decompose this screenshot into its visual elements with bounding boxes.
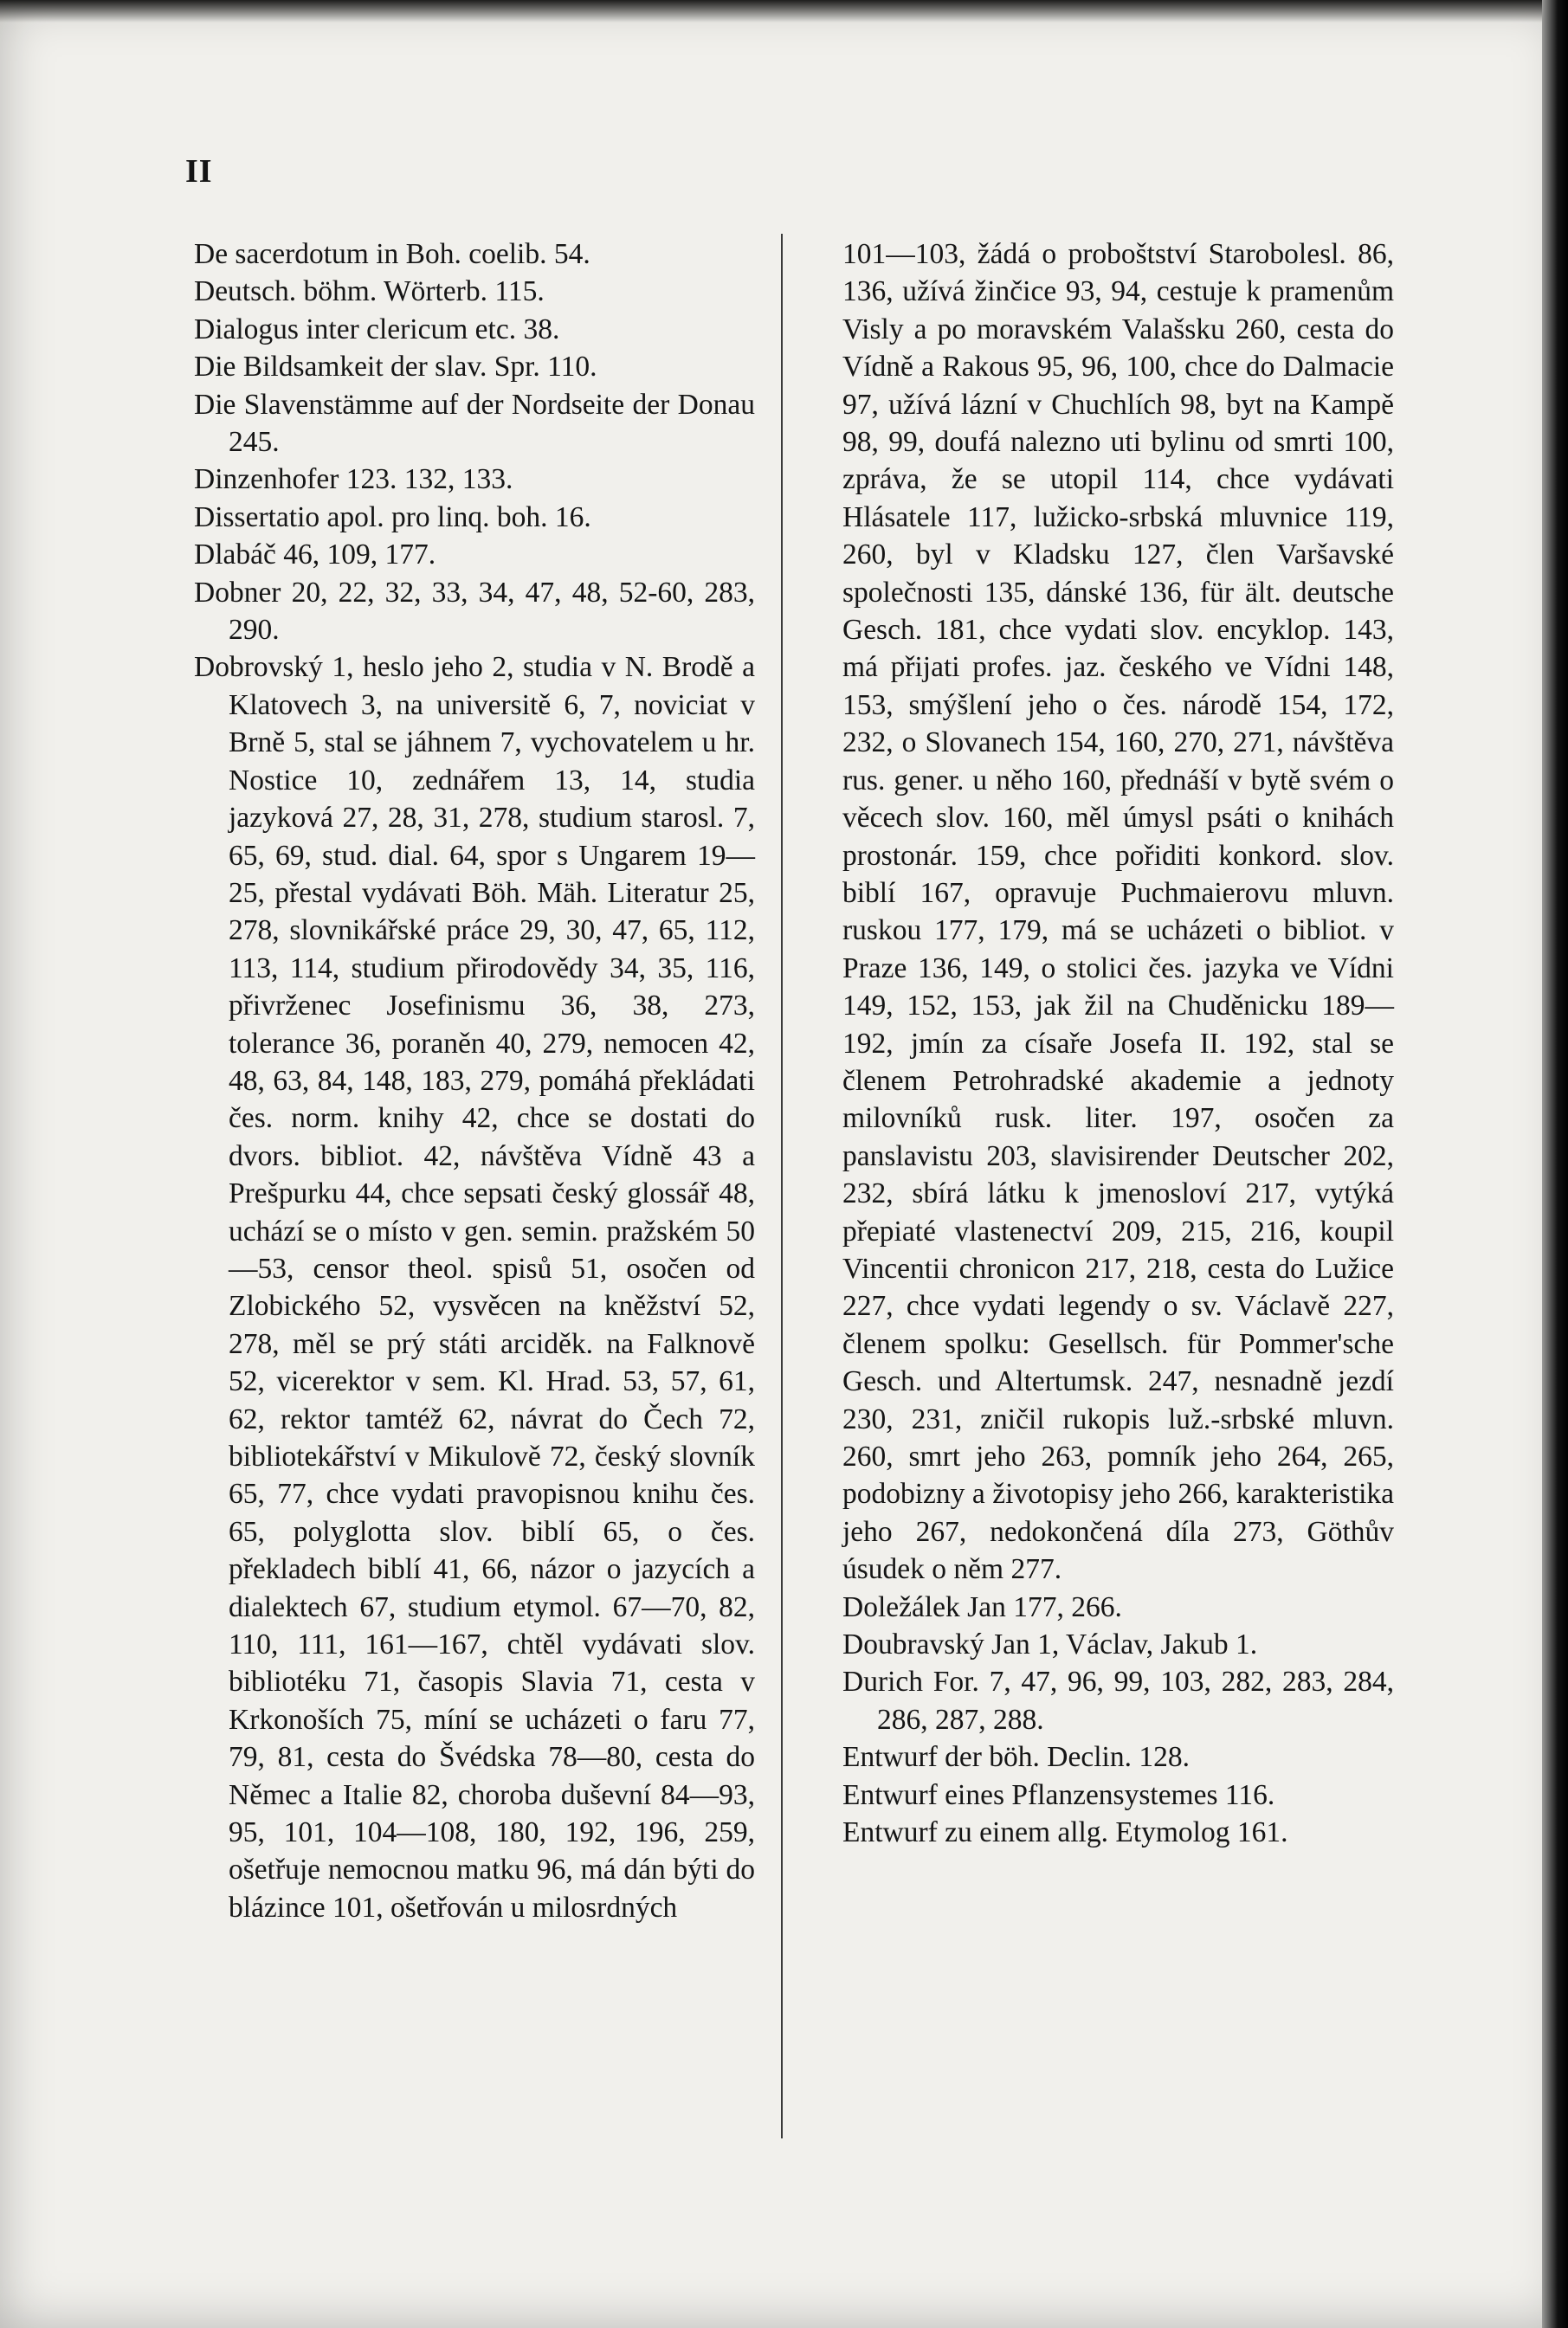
index-entry: Die Slavenstämme auf der Nordseite der Donau 245. [194, 388, 755, 459]
index-entry-continuation: 101—103, žádá o proboštství Starobolesl. 86, 136, užívá žinčice 93, 94, cestuje k pramenům Visly a po moravském Valašsku 260, cesta do Vídně a Rakous 95, 96, 100, chce do Dalmacie 97, užívá lázní v Chuchlích 98, byt na Kampě 98, 99, doufá nalezno uti bylinu od smrti 100, zpráva, že se utopil 114, chce vydávati Hlásatele 117, lužicko-srbská mluvnice 119, 260, byl v Kladsku 127, člen Varšavské společnosti 135, dánské 136, für ält. deutsche Gesch. 181, chce vydati slov. encyklop. 143, má přijati profes. jaz. českého ve Vídni 148, 153, smýšlení jeho o čes. národě 154, 172, 232, o Slovanech 154, 160, 270, 271, návštěva rus. gener. u něho 160, přednáší v bytě svém o věcech slov. 160, měl úmysl psáti o knihách prostonár. 159, chce pořiditi konkord. slov. biblí 167, opravuje Puchmaierovu mluvn. ruskou 177, 179, má se ucházeti o bibliot. v Praze 136, 149, o stolici čes. jazyka ve Vídni 149, 152, 153, jak žil na Chuděnicku 189—192, jmín za císaře Josefa II. 192, stal se členem Petrohradské akademie a jednoty milovníků rusk. liter. 197, osočen za panslavistu 203, slavisirender Deutscher 202, 232, sbírá látku k jmenosloví 217, vytýká přepiaté vlastenectví 209, 215, 216, koupil Vincentii chronicon 217, 218, cesta do Lužice 227, chce vydati legendy o sv. Václavě 227, členem spolku: Gesellsch. für Pommer'sche Gesch. und Altertumsk. 247, nesnadně jezdí 230, 231, zničil rukopis luž.-srbské mluvn. 260, smrt jeho 263, pomník jeho 264, 265, podobizny a životopisy jeho 266, karakteristika jeho 267, nedokončená díla 273, Göthův úsudek o něm 277. [842, 238, 1394, 1586]
index-column-left [194, 235, 755, 1926]
index-entry: De sacerdotum in Boh. coelib. 54. [194, 238, 590, 270]
index-entry: Doubravský Jan 1, Václav, Jakub 1. [842, 1628, 1258, 1661]
index-entry: Durich For. 7, 47, 96, 99, 103, 282, 283, 284, 286, 287, 288. [842, 1666, 1394, 1736]
index-column-right [842, 235, 1394, 1851]
index-entry: Dlabáč 46, 109, 177. [194, 538, 436, 571]
page-number: II [185, 153, 213, 190]
index-entry: Doležálek Jan 177, 266. [842, 1590, 1122, 1623]
scan-right-edge [1542, 0, 1568, 2328]
column-divider [781, 234, 783, 2138]
index-entry: Die Bildsamkeit der slav. Spr. 110. [194, 351, 597, 384]
index-entry: Dialogus inter clericum etc. 38. [194, 313, 560, 345]
index-entry: Deutsch. böhm. Wörterb. 115. [194, 275, 545, 308]
scan-top-shadow [0, 0, 1568, 23]
index-entry: Entwurf zu einem allg. Etymolog 161. [842, 1816, 1288, 1849]
index-entry-dobrovsky: Dobrovský 1, heslo jeho 2, studia v N. Brodě a Klatovech 3, na universitě 6, 7, noviciat v Brně 5, stal se jáhnem 7, vychovatelem u hr. Nostice 10, zednářem 13, 14, studia jazyková 27, 28, 31, 278, studium starosl. 7, 65, 69, stud. dial. 64, spor s Ungarem 19—25, přestal vydávati Böh. Mäh. Literatur 25, 278, slovnikářské práce 29, 30, 47, 65, 112, 113, 114, studium přirodovědy 34, 35, 116, přivrženec Josefinismu 36, 38, 273, tolerance 36, poraněn 40, 279, nemocen 42, 48, 63, 84, 148, 183, 279, pomáhá překládati čes. norm. knihy 42, chce se dostati do dvors. bibliot. 42, návštěva Vídně 43 a Prešpurku 44, chce sepsati český glossář 48, uchází se o místo v gen. semin. pražském 50—53, censor theol. spisů 51, osočen od Zlobického 52, vysvěcen na kněžství 52, 278, měl se prý státi arciděk. na Falknově 52, vicerektor v sem. Kl. Hrad. 53, 57, 61, 62, rektor tamtéž 62, návrat do Čech 72, bibliotekářství v Mikulově 72, český slovník 65, 77, chce vydati pravopisnou knihu čes. 65, polyglotta slov. biblí 65, o čes. překladech biblí 41, 66, názor o jazycích a dialektech 67, studium etymol. 67—70, 82, 110, 111, 161—167, chtěl vydávati slov. bibliotéku 71, časopis Slavia 71, cesta v Krkonoších 75, míní se ucházeti o faru 77, 79, 81, cesta do Švédska 78—80, cesta do Němec a Italie 82, choroba duševní 84—93, 95, 101, 104—108, 180, 192, 196, 259, ošetřuje nemocnou matku 96, má dán býti do blázince 101, ošetřován u milosrdných [194, 651, 755, 1924]
index-entry: Entwurf der böh. Declin. 128. [842, 1741, 1190, 1774]
index-entry: Dissertatio apol. pro linq. boh. 16. [194, 500, 591, 533]
index-entry: Dinzenhofer 123. 132, 133. [194, 463, 513, 496]
index-entry: Dobner 20, 22, 32, 33, 34, 47, 48, 52-60, 283, 290. [194, 576, 755, 647]
index-entry: Entwurf eines Pflanzensystemes 116. [842, 1778, 1275, 1811]
